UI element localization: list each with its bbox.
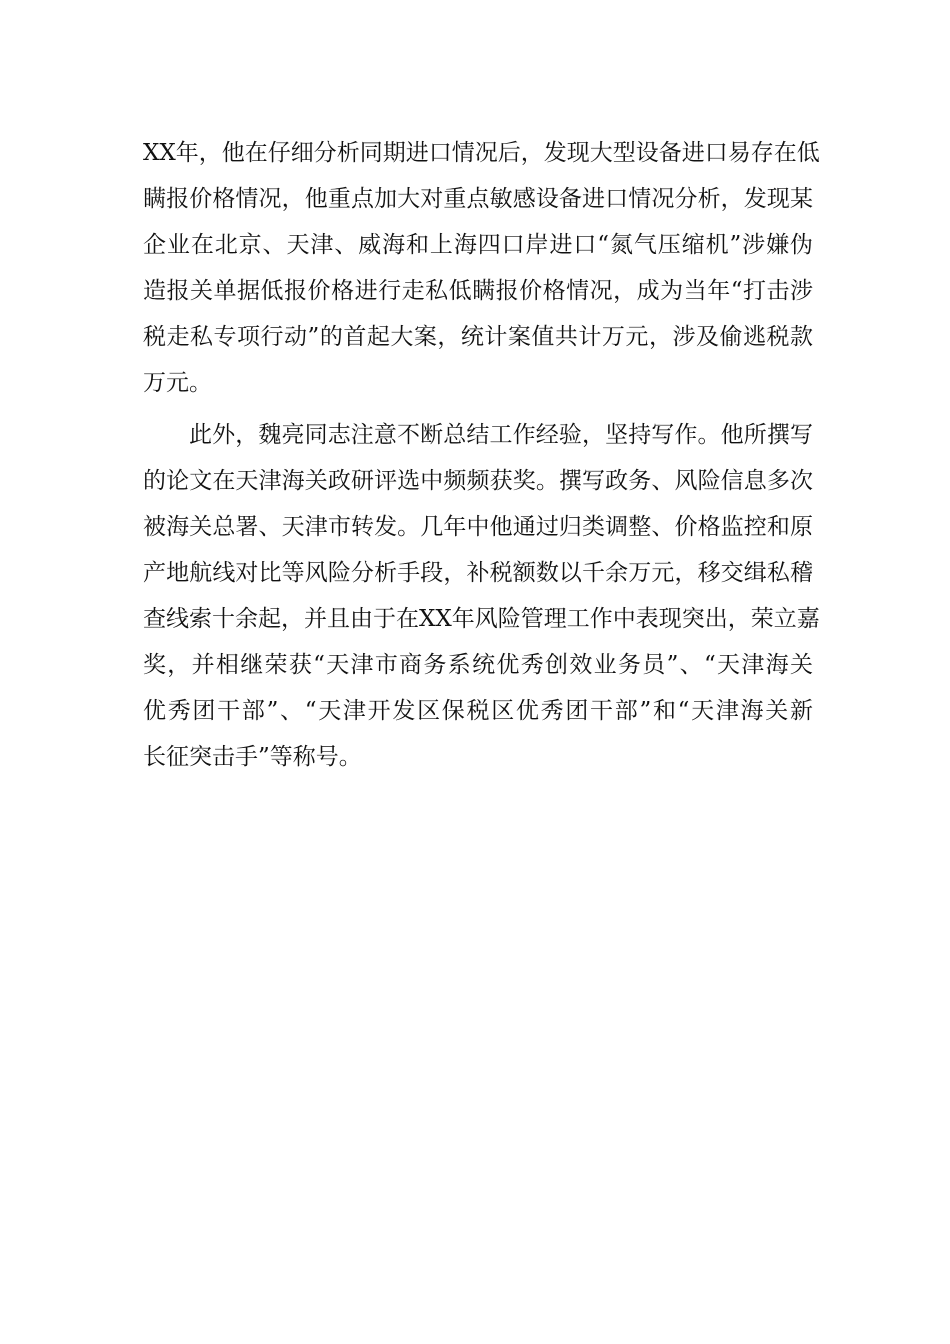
paragraph-2 (143, 412, 820, 780)
paragraph-1-line-5: 税走私专项行动”的首起大案，统计案值共计万元，涉及偷逃税款 (143, 324, 813, 350)
paragraph-1 (143, 130, 820, 406)
paragraph-2-line-5: 查线索十余起，并且由于在XX年风险管理工作中表现突出，荣立嘉 (143, 606, 820, 632)
paragraph-1-line-6: 万元。 (143, 370, 212, 396)
body-text (143, 130, 820, 780)
paragraph-1-line-2: 瞒报价格情况，他重点加大对重点敏感设备进口情况分析，发现某 (143, 186, 813, 212)
paragraph-2-line-4: 产地航线对比等风险分析手段，补税额数以千余万元，移交缉私稽 (143, 560, 813, 586)
paragraph-1-line-1: XX年，他在仔细分析同期进口情况后，发现大型设备进口易存在低 (143, 140, 820, 166)
paragraph-2-line-6: 奖，并相继荣获“天津市商务系统优秀创效业务员”、“天津海关 (143, 652, 813, 678)
paragraph-2-line-2: 的论文在天津海关政研评选中频频获奖。撰写政务、风险信息多次 (143, 468, 813, 494)
paragraph-2-line-8: 长征突击手”等称号。 (143, 744, 362, 770)
paragraph-1-line-3: 企业在北京、天津、威海和上海四口岸进口“氮气压缩机”涉嫌伪 (143, 232, 813, 258)
paragraph-2-line-3: 被海关总署、天津市转发。几年中他通过归类调整、价格监控和原 (143, 514, 813, 540)
paragraph-1-line-4: 造报关单据低报价格进行走私低瞒报价格情况，成为当年“打击涉 (143, 278, 813, 304)
paragraph-2-line-7: 优秀团干部”、“天津开发区保税区优秀团干部”和“天津海关新 (143, 698, 813, 724)
paragraph-2-line-1: 此外，魏亮同志注意不断总结工作经验，坚持写作。他所撰写 (189, 422, 813, 448)
